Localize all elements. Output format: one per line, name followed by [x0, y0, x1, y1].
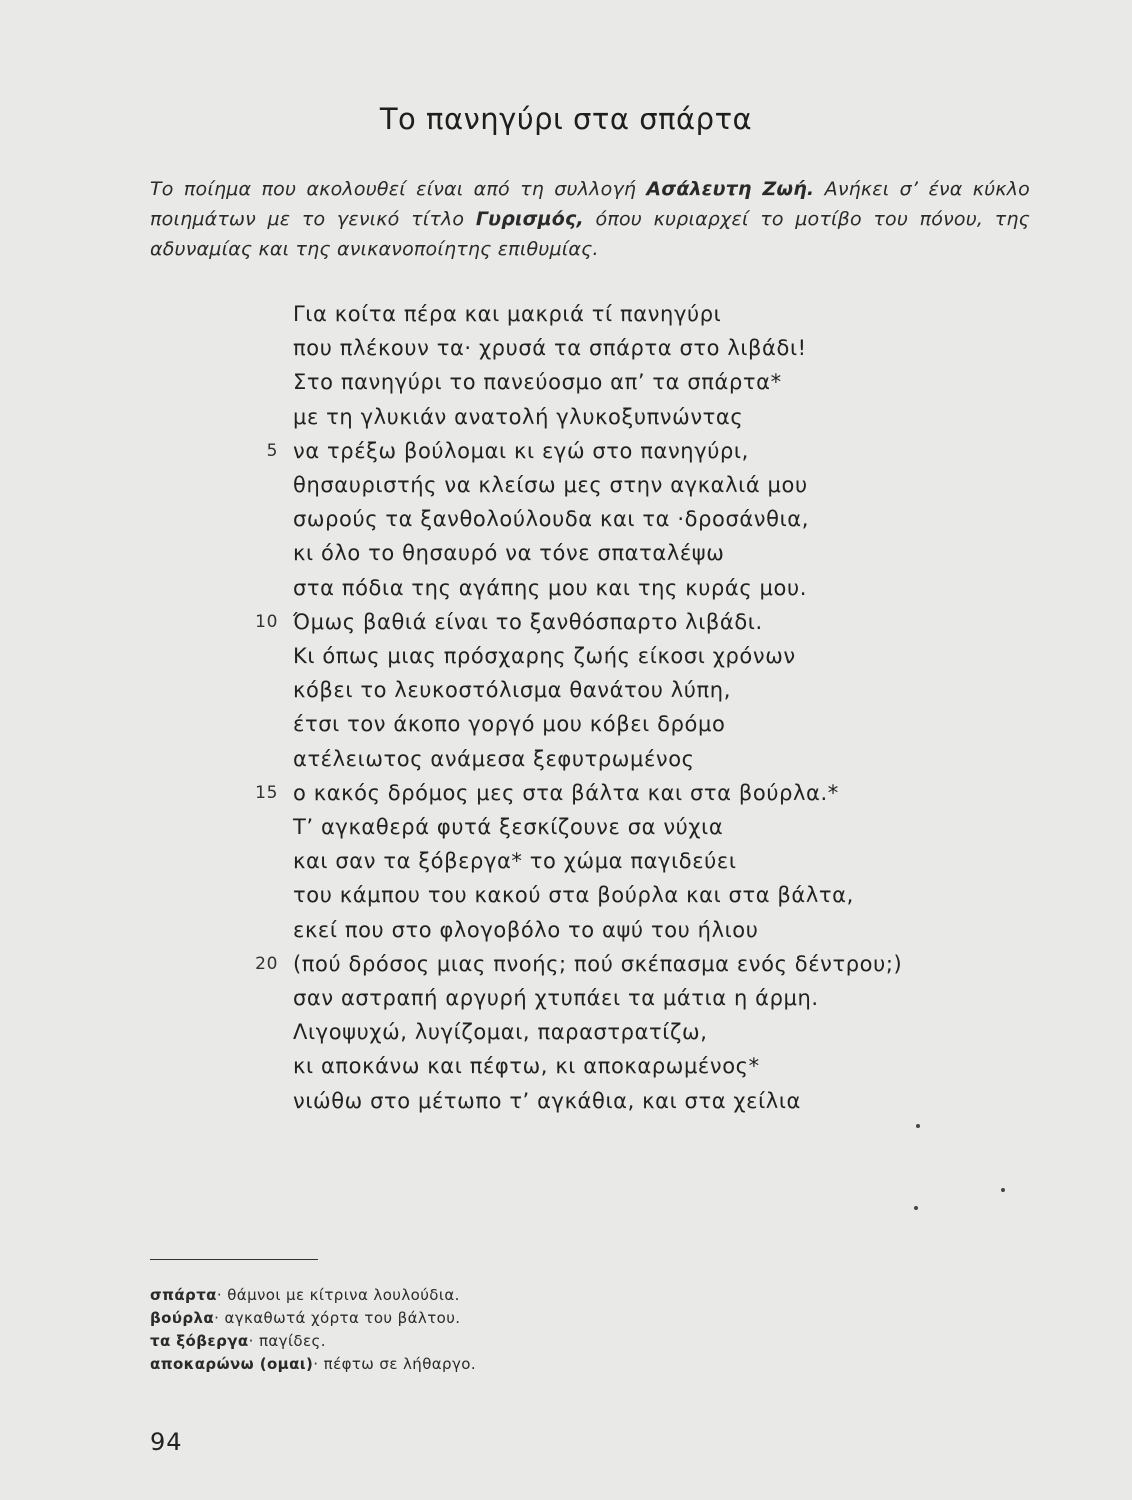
line-number: 10 — [255, 611, 278, 632]
poem-line — [0, 707, 1132, 741]
poem-line — [0, 434, 1132, 468]
poem-line — [0, 810, 1132, 844]
line-text: σαν αστραπή αργυρή χτυπάει τα μάτια η άρμη. — [293, 986, 819, 1010]
poem-line — [0, 365, 1132, 399]
collection-name: Ασάλευτη Ζωή. — [646, 178, 815, 200]
line-text: (πού δρόσος μιας πνοής; πού σκέπασμα ενός δέντρου;) — [293, 951, 903, 976]
line-text: Για κοίτα πέρα και μακριά τί πανηγύρι — [293, 302, 722, 326]
footnote-definition: · πέφτω σε λήθαργο. — [313, 1355, 477, 1373]
footnote-term: αποκαρώνω (ομαι) — [150, 1355, 314, 1373]
poem-line — [0, 981, 1132, 1015]
poem-line — [0, 673, 1132, 707]
footnote-definition: · παγίδες. — [248, 1332, 326, 1350]
footnote — [150, 1307, 750, 1330]
footnote — [150, 1284, 750, 1307]
line-text: να τρέξω βούλομαι κι εγώ στο πανηγύρι, — [293, 438, 749, 463]
line-text: Κι όπως μιας πρόσχαρης ζωής είκοσι χρόνων — [293, 644, 796, 668]
line-text: ατέλειωτος ανάμεσα ξεφυτρωμένος — [293, 746, 695, 771]
line-text: εκεί που στο φλογοβόλο το αψύ του ήλιου — [293, 917, 759, 942]
line-text: σωρούς τα ξανθολούλουδα και τα ·δροσάνθια, — [293, 507, 810, 532]
poem-line — [0, 605, 1132, 639]
line-text: του κάμπου του κακού στα βούρλα και στα βάλτα, — [293, 883, 854, 908]
poem-line — [0, 297, 1132, 331]
poem-line — [0, 639, 1132, 673]
line-text: Όμως βαθιά είναι το ξανθόσπαρτο λιβάδι. — [293, 609, 763, 634]
poem-line — [0, 742, 1132, 776]
footnote-term: βούρλα — [150, 1309, 215, 1327]
line-text: που πλέκουν τα· χρυσά τα σπάρτα στο λιβάδι! — [293, 336, 807, 361]
line-text: Λιγοψυχώ, λυγίζομαι, παραστρατίζω, — [293, 1020, 708, 1045]
poem-line — [0, 913, 1132, 947]
poem-line — [0, 947, 1132, 981]
poem-line — [0, 468, 1132, 502]
poem-line — [0, 331, 1132, 365]
footnote-definition: · θάμνοι με κίτρινα λουλούδια. — [216, 1286, 460, 1304]
cycle-name: Γυρισμός, — [475, 208, 584, 230]
poem-line — [0, 571, 1132, 605]
footnote-definition: · αγκαθωτά χόρτα του βάλτου. — [214, 1309, 461, 1327]
footnote — [150, 1353, 750, 1376]
line-text: θησαυριστής να κλείσω μες στην αγκαλιά μου — [293, 473, 808, 497]
footnote — [150, 1330, 750, 1353]
line-text: με τη γλυκιάν ανατολή γλυκοξυπνώντας — [293, 404, 744, 429]
page-number: 94 — [150, 1428, 183, 1456]
poem-line — [0, 776, 1132, 810]
poem-line — [0, 1049, 1132, 1083]
line-text: στα πόδια της αγάπης μου και της κυράς μου. — [293, 575, 807, 600]
poem-line — [0, 1084, 1132, 1118]
line-text: νιώθω στο μέτωπο τ’ αγκάθια, και στα χείλια — [293, 1088, 801, 1113]
print-speck — [916, 1124, 920, 1128]
intro-text: Το ποίημα που ακολουθεί είναι από τη συλλογή — [150, 178, 647, 200]
line-text: κι αποκάνω και πέφτω, κι αποκαρωμένος* — [293, 1054, 760, 1079]
line-text: κι όλο το θησαυρό να τόνε σπαταλέψω — [293, 541, 725, 566]
intro-text: Ανήκει σ’ ένα κύκλο ποιημάτων με το γενικό τίτλο — [150, 178, 1030, 230]
line-text: κόβει το λευκοστόλισμα θανάτου λύπη, — [293, 678, 731, 703]
poem-line — [0, 844, 1132, 878]
poem-line — [0, 502, 1132, 536]
footnotes — [150, 1284, 750, 1376]
line-text: Στο πανηγύρι το πανεύοσμο απ’ τα σπάρτα* — [293, 370, 782, 395]
print-speck — [914, 1206, 918, 1210]
line-text: Τ’ αγκαθερά φυτά ξεσκίζουνε σα νύχια — [293, 815, 724, 839]
footnote-term: τα ξόβεργα — [150, 1332, 249, 1350]
poem-line — [0, 400, 1132, 434]
poem-line — [0, 536, 1132, 570]
poem-line — [0, 878, 1132, 912]
line-text: έτσι τον άκοπο γοργό μου κόβει δρόμο — [293, 712, 726, 737]
line-text: ο κακός δρόμος μες στα βάλτα και στα βούρλα.* — [293, 780, 839, 805]
intro-text: όπου κυριαρχεί το μοτίβο του πόνου, της αδυναμίας και της ανικανοποίητης επιθυμίας. — [150, 208, 1030, 260]
footnote-divider — [150, 1259, 318, 1260]
poem-line — [0, 1015, 1132, 1049]
line-number: 20 — [255, 953, 278, 974]
intro-paragraph — [150, 174, 1030, 264]
poem-title: Το πανηγύρι στα σπάρτα — [379, 102, 753, 136]
line-number: 5 — [266, 440, 278, 461]
print-speck — [1001, 1188, 1005, 1192]
footnote-term: σπάρτα — [150, 1286, 217, 1304]
line-text: και σαν τα ξόβεργα* το χώμα παγιδεύει — [293, 849, 737, 874]
line-number: 15 — [255, 782, 278, 803]
